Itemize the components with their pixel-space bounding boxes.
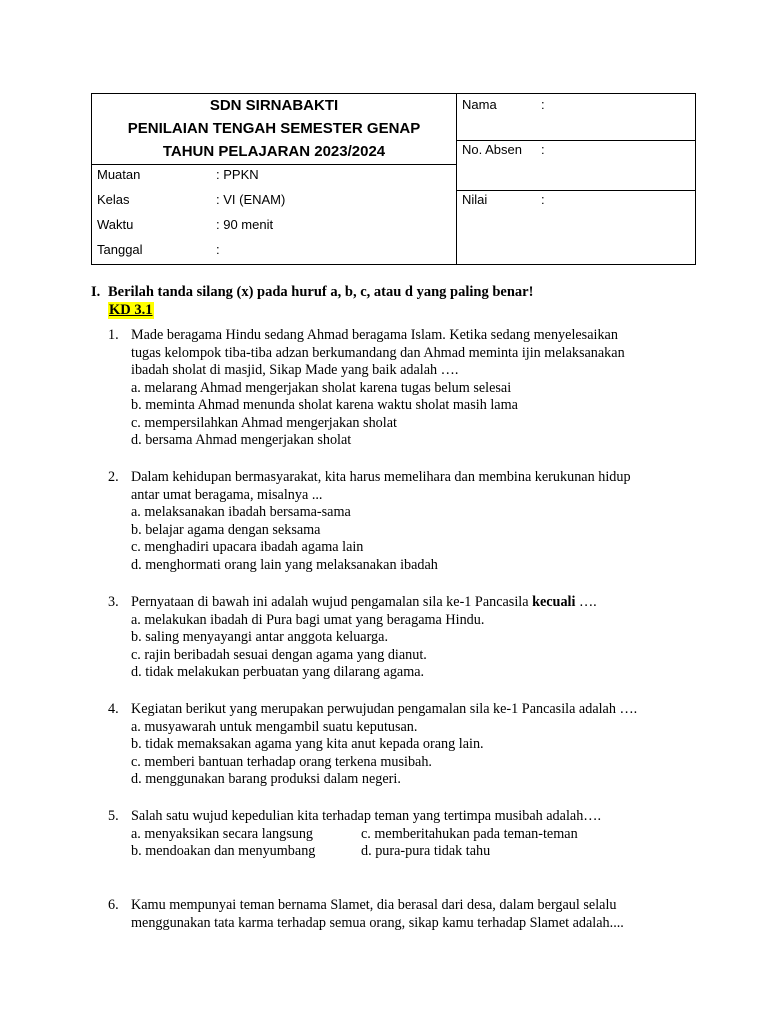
question-number: 1. [108,327,119,343]
info-label: Muatan [97,167,141,182]
nilai-field[interactable]: : [541,192,545,207]
info-value: : PPKN [216,167,259,182]
info-label: Waktu [97,217,134,232]
question-text: menggunakan tata karma terhadap semua orang, sikap kamu terhadap Slamet adalah.... [131,914,624,931]
nama-field[interactable]: : [541,97,545,112]
info-value: : VI (ENAM) [216,192,286,207]
option-a[interactable]: a. melakukan ibadah di Pura bagi umat yang beragama Hindu. [131,611,485,628]
question-text: Kegiatan berikut yang merupakan perwujudan pengamalan sila ke-1 Pancasila adalah …. [131,701,638,717]
option-a[interactable]: a. menyaksikan secara langsung [131,825,314,842]
question-text: Salah satu wujud kepedulian kita terhadap teman yang tertimpa musibah adalah…. [131,808,602,824]
info-value: : [216,242,220,257]
table-divider-right-1 [456,140,695,141]
no-absen-label: No. Absen [462,142,522,157]
option-c[interactable]: c. menghadiri upacara ibadah agama lain [131,539,364,555]
instruction-text: Berilah tanda silang (x) pada huruf a, b, c, atau d yang paling benar! [108,284,534,300]
section-numeral: I. [91,284,101,300]
question-text-part: Pernyataan di bawah ini adalah wujud pengamalan sila ke-1 Pancasila [131,594,533,610]
question-text: Dalam kehidupan bermasyarakat, kita harus memelihara dan membina kerukunan hidup [131,469,631,485]
table-divider-right-2 [456,190,695,191]
option-d[interactable]: d. menggunakan barang produksi dalam negeri. [131,771,401,787]
school-name: SDN SIRNABAKTI [209,97,339,114]
question-text: antar umat beragama, misalnya ... [131,486,323,503]
question-text [131,594,597,612]
kd-label: KD 3.1 [109,302,153,318]
question-text: ibadah sholat di masjid, Sikap Made yang baik adalah …. [131,362,459,378]
question-number: 2. [108,469,119,485]
option-c[interactable]: c. memberitahukan pada teman-teman [361,825,578,842]
table-divider-left [92,164,456,165]
table-divider-vertical [456,94,457,264]
question-number: 3. [108,594,119,610]
option-d[interactable]: d. pura-pura tidak tahu [361,843,491,859]
option-b[interactable]: b. mendoakan dan menyumbang [131,843,316,859]
option-d[interactable]: d. menghormati orang lain yang melaksanakan ibadah [131,556,438,573]
option-c[interactable]: c. rajin beribadah sesuai dengan agama yang dianut. [131,646,427,663]
option-b[interactable]: b. tidak memaksakan agama yang kita anut kepada orang lain. [131,736,484,752]
question-number: 4. [108,701,119,717]
info-label: Kelas [97,192,130,207]
option-d[interactable]: d. tidak melakukan perbuatan yang dilarang agama. [131,664,425,680]
section-instruction [91,284,533,301]
option-b[interactable]: b. belajar agama dengan seksama [131,521,321,538]
option-b[interactable]: b. meminta Ahmad menunda sholat karena waktu sholat masih lama [131,397,518,413]
emphasis-word: kecuali [532,594,576,610]
question-text: Kamu mempunyai teman bernama Slamet, dia berasal dari desa, dalam bergaul selalu [131,897,617,913]
question-number: 5. [108,808,119,824]
option-c[interactable]: c. mempersilahkan Ahmad mengerjakan sholat [131,414,397,431]
question-text: tugas kelompok tiba-tiba adzan berkumandang dan Ahmad meminta ijin melaksanakan [131,344,625,361]
question-number: 6. [108,897,119,913]
exam-header-table [91,93,696,265]
info-label: Tanggal [97,242,143,257]
no-absen-field[interactable]: : [541,142,545,157]
question-text: Made beragama Hindu sedang Ahmad beragama Islam. Ketika sedang menyelesaikan [131,327,618,343]
option-b[interactable]: b. saling menyayangi antar anggota keluarga. [131,629,388,645]
school-year: TAHUN PELAJARAN 2023/2024 [162,143,386,160]
option-a[interactable]: a. melarang Ahmad mengerjakan sholat karena tugas belum selesai [131,379,512,396]
question-text-part: …. [575,594,597,610]
nilai-label: Nilai [462,192,488,207]
option-c[interactable]: c. memberi bantuan terhadap orang terkena musibah. [131,753,432,770]
exam-title: PENILAIAN TENGAH SEMESTER GENAP [127,120,421,137]
option-a[interactable]: a. musyawarah untuk mengambil suatu keputusan. [131,718,418,735]
option-a[interactable]: a. melaksanakan ibadah bersama-sama [131,504,351,520]
option-d[interactable]: d. bersama Ahmad mengerjakan sholat [131,432,352,448]
nama-label: Nama [462,97,497,112]
info-value: : 90 menit [216,217,274,232]
